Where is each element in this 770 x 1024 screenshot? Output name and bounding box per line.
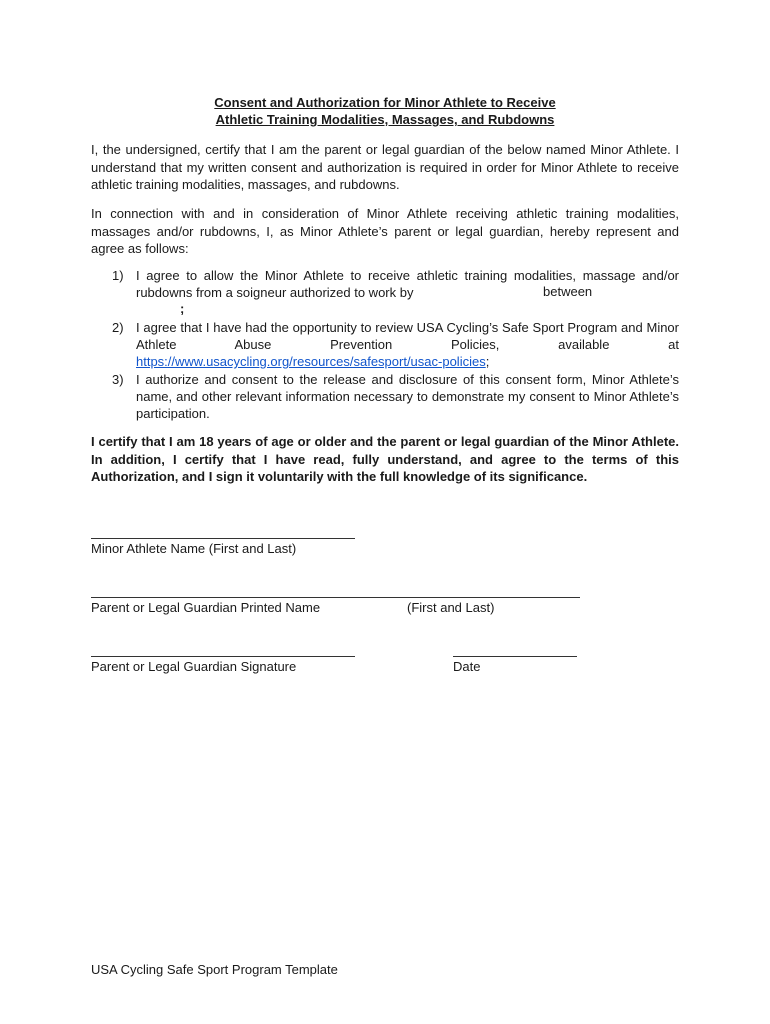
between-text: between (543, 284, 593, 299)
date-label: Date (453, 659, 481, 674)
item-number: 1) (112, 268, 124, 283)
footer-text: USA Cycling Safe Sport Program Template (91, 962, 338, 977)
athlete-name-label: Minor Athlete Name (First and Last) (91, 541, 297, 556)
first-last-label: (First and Last) (407, 600, 495, 615)
guardian-signature-label: Parent or Legal Guardian Signature (91, 659, 297, 674)
item-text: I agree to allow the Minor Athlete to receive athletic training modalities, massage and/or rubdowns from a soigneur authorized to work by (136, 268, 679, 300)
certification-statement: I certify that I am 18 years of age or older and the parent or legal guardian of the Minor Athlete. In addition, I certify that I have read, fully understand, and agree to the terms of this Authorization, and I sign it voluntarily with the full knowledge of its significance. (91, 434, 679, 484)
item-punctuation: ; (485, 354, 490, 369)
guardian-signature-line[interactable] (91, 656, 355, 657)
item-text: I agree that I have had the opportunity to review USA Cycling’s Safe Sport Program and Minor Athlete Abuse Prevention Policies, available at (136, 320, 679, 352)
guardian-printed-name-label: Parent or Legal Guardian Printed Name (91, 600, 321, 615)
policies-link[interactable]: https://www.usacycling.org/resources/safesport/usac-policies (136, 354, 486, 369)
intro-paragraph: I, the undersigned, certify that I am the parent or legal guardian of the below named Minor Athlete. I understand that my written consent and authorization is required in order for Minor Athlete to receive athletic training modalities, massages, and rubdowns. (91, 142, 679, 192)
date-line[interactable] (453, 656, 577, 657)
guardian-printed-name-line[interactable] (91, 597, 580, 598)
item-text: I authorize and consent to the release and disclosure of this consent form, Minor Athlete’s name, and other relevant information necessary to demonstrate my consent to Minor Athlete’s participation. (136, 372, 679, 421)
athlete-name-line[interactable] (91, 538, 355, 539)
item-body (136, 319, 679, 370)
form-title-line-2: Athletic Training Modalities, Massages, and Rubdowns (215, 112, 555, 127)
item-number: 3) (112, 372, 124, 387)
agreement-paragraph: In connection with and in consideration of Minor Athlete receiving athletic training modalities, massages and/or rubdowns, I, as Minor Athlete’s parent or legal guardian, hereby represent and agree as follows: (91, 206, 679, 256)
item-number: 2) (112, 320, 124, 335)
form-title-line-1: Consent and Authorization for Minor Athlete to Receive (214, 95, 556, 110)
item-1-semicolon: ; (180, 301, 185, 316)
